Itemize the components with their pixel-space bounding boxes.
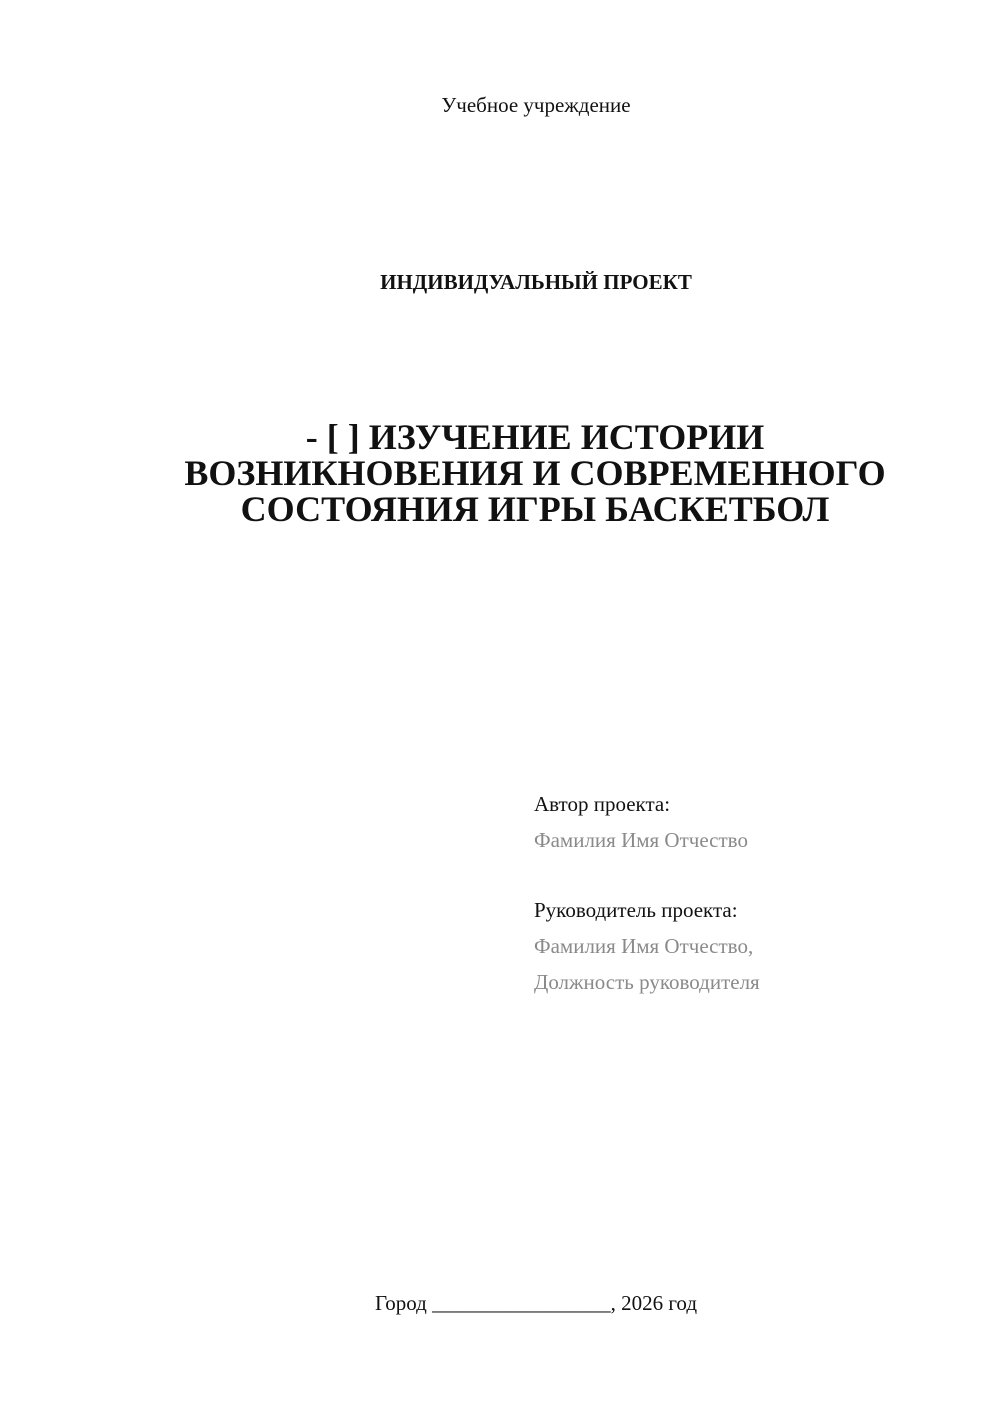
project-title-line-1: - [ ] ИЗУЧЕНИЕ ИСТОРИИ [305, 417, 765, 457]
supervisor-block [534, 892, 974, 1000]
author-name: Фамилия Имя Отчество [534, 828, 748, 852]
author-label: Автор проекта: [534, 792, 671, 816]
author-block [534, 786, 974, 858]
supervisor-label: Руководитель проекта: [534, 898, 738, 922]
project-title-line-2: ВОЗНИКНОВЕНИЯ И СОВРЕМЕННОГО [184, 453, 886, 493]
institution-name: Учебное учреждение [441, 93, 631, 117]
project-title-line-3: СОСТОЯНИЯ ИГРЫ БАСКЕТБОЛ [240, 489, 830, 529]
supervisor-position: Должность руководителя [534, 970, 760, 994]
supervisor-name: Фамилия Имя Отчество, [534, 934, 754, 958]
city-year-line: Город _________________, 2026 год [374, 1291, 698, 1315]
project-title [150, 419, 920, 527]
document-type: ИНДИВИДУАЛЬНЫЙ ПРОЕКТ [380, 270, 692, 294]
